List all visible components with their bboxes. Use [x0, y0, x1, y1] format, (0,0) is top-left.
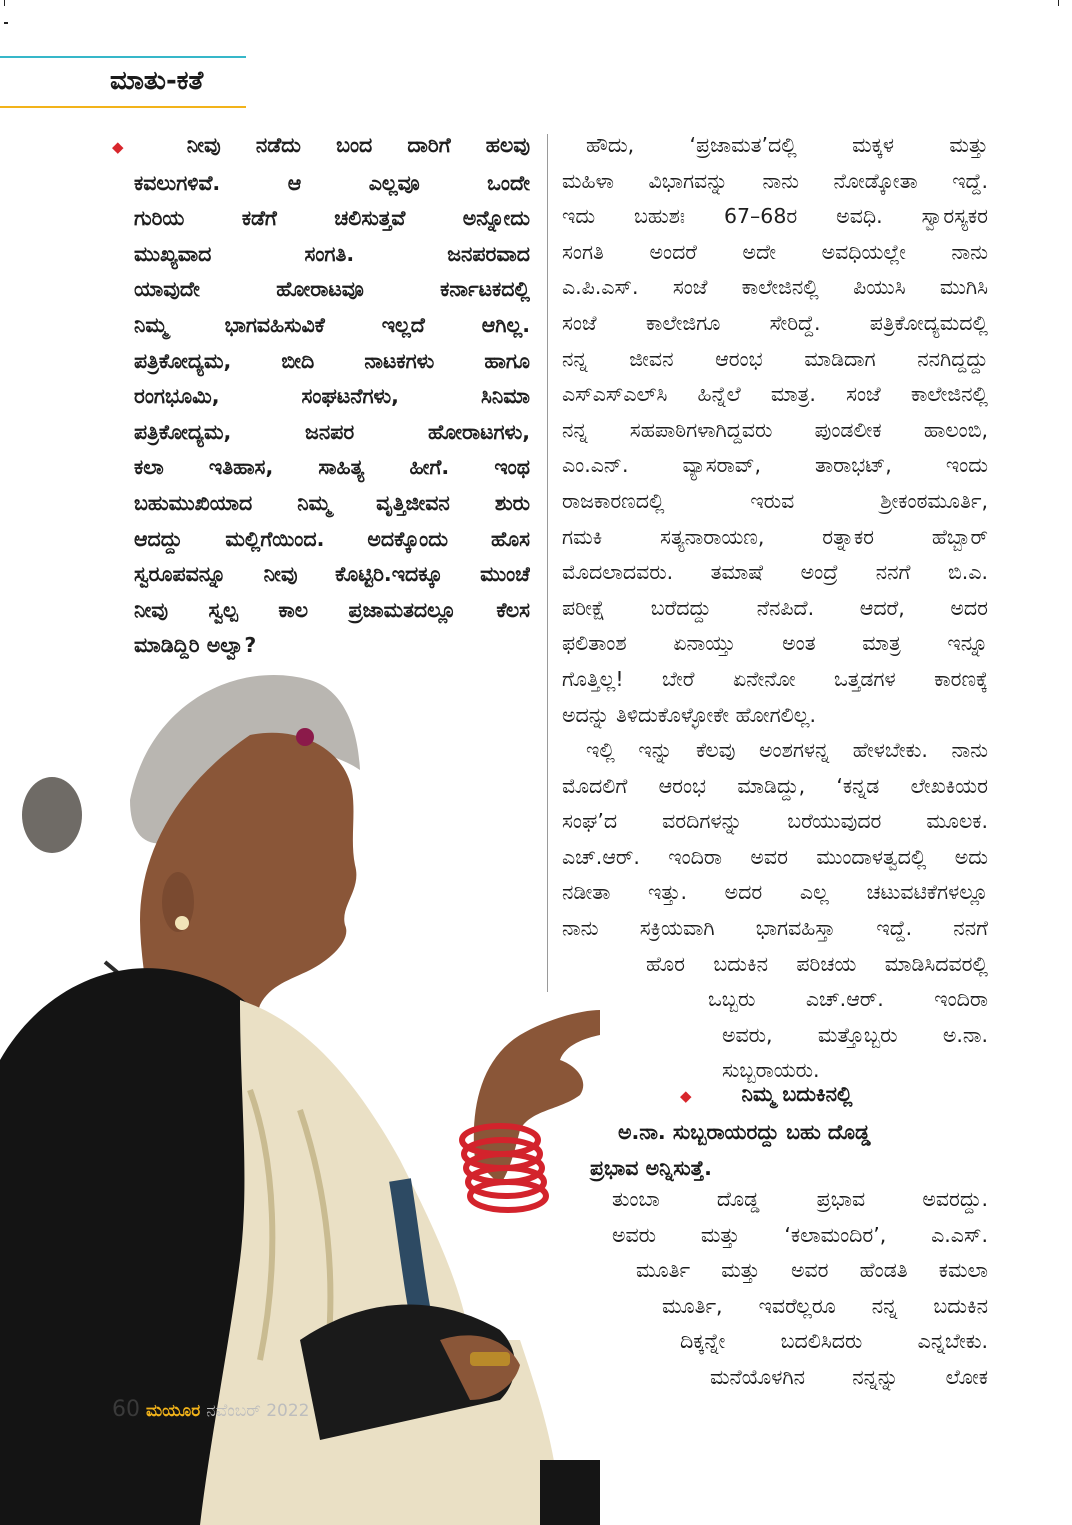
answer-line: ಹೊರ ಬದುಕಿನ ಪರಿಚಯ ಮಾಡಿಸಿದವರಲ್ಲಿ	[646, 951, 988, 976]
answer-line: ಮೊದಲಿಗೆ ಆರಂಭ ಮಾಡಿದ್ದು, ‘ಕನ್ನಡ ಲೇಖಕಿಯರ	[562, 773, 988, 798]
question-line: ಕಲಾ ಇತಿಹಾಸ, ಸಾಹಿತ್ಯ ಹೀಗೆ. ಇಂಥ	[134, 455, 530, 480]
answer-line: ಹೌದು, ‘ಪ್ರಜಾಮತ’ದಲ್ಲಿ ಮಕ್ಕಳ ಮತ್ತು	[586, 133, 988, 157]
header-rule-yellow	[0, 106, 246, 108]
page-folio	[112, 1397, 309, 1427]
issue-date: ನವೆಂಬರ್ 2022	[206, 1401, 310, 1421]
crop-mark-left	[4, 22, 8, 24]
answer-line: ನನ್ನ ಜೀವನ ಆರಂಭ ಮಾಡಿದಾಗ ನನಗಿದ್ದದ್ದು	[562, 346, 988, 371]
answer-line: ಎ.ಪಿ.ಎಸ್. ಸಂಜೆ ಕಾಲೇಜಿನಲ್ಲಿ ಪಿಯುಸಿ ಮುಗಿಸಿ	[562, 275, 988, 300]
question-line: ರಂಗಭೂಮಿ, ಸಂಘಟನೆಗಳು, ಸಿನಿಮಾ	[134, 384, 530, 409]
answer-line: ಮೂರ್ತಿ, ಇವರೆಲ್ಲರೂ ನನ್ನ ಬದುಕಿನ	[662, 1293, 988, 1318]
answer-line: ಇದು ಬಹುಶಃ 67–68ರ ಅವಧಿ. ಸ್ವಾರಸ್ಯಕರ	[562, 204, 988, 229]
answer-line: ಪರೀಕ್ಷೆ ಬರೆದದ್ದು ನೆನಪಿದೆ. ಆದರೆ, ಅದರ	[562, 595, 988, 620]
question-line: ಮುಖ್ಯವಾದ ಸಂಗತಿ. ಜನಪರವಾದ	[134, 241, 530, 266]
answer-line: ಎಂ.ಎನ್. ವ್ಯಾಸರಾವ್, ತಾರಾಭಟ್, ಇಂದು	[562, 453, 988, 478]
question-line: ಮಾಡಿದ್ದಿರಿ ಅಲ್ವಾ?	[134, 633, 257, 658]
section-title: ಮಾತು-ಕತೆ	[110, 66, 204, 96]
answer-1	[562, 128, 988, 1089]
answer-line: ಸಂಘ’ದ ವರದಿಗಳನ್ನು ಬರೆಯುವುದರ ಮೂಲಕ.	[562, 809, 988, 834]
question-line: ◆ ನಿಮ್ಮ ಬದುಕಿನಲ್ಲಿ	[680, 1082, 853, 1106]
answer-line: ಅದನ್ನು ತಿಳಿದುಕೊಳ್ಳೋಕೇ ಹೋಗಲಿಲ್ಲ.	[562, 702, 816, 727]
answer-line: ರಾಜಕಾರಣದಲ್ಲಿ ಇರುವ ಶ್ರೀಕಂಠಮೂರ್ತಿ,	[562, 488, 988, 513]
question-line: ◆ ನೀವು ನಡೆದು ಬಂದ ದಾರಿಗೆ ಹಲವು	[112, 133, 530, 157]
magazine-name: ಮಯೂರ	[146, 1401, 201, 1421]
answer-line: ಎಚ್.ಆರ್. ಇಂದಿರಾ ಅವರ ಮುಂದಾಳತ್ವದಲ್ಲಿ ಅದು	[562, 844, 988, 869]
question-line: ಯಾವುದೇ ಹೋರಾಟವೂ ಕರ್ನಾಟಕದಲ್ಲಿ	[134, 277, 530, 302]
question-line: ಅ.ನಾ. ಸುಬ್ಬರಾಯರದ್ದು ಬಹು ದೊಡ್ಡ	[618, 1120, 871, 1144]
answer-line: ನಡೀತಾ ಇತ್ತು. ಅದರ ಎಲ್ಲ ಚಟುವಟಿಕೆಗಳಲ್ಲೂ	[562, 880, 988, 905]
question-line: ಪತ್ರಿಕೋದ್ಯಮ, ಬೀದಿ ನಾಟಕಗಳು ಹಾಗೂ	[134, 348, 530, 373]
answer-line: ತುಂಬಾ ದೊಡ್ಡ ಪ್ರಭಾವ ಅವರದ್ದು.	[612, 1187, 988, 1211]
answer-line: ಮಹಿಳಾ ವಿಭಾಗವನ್ನು ನಾನು ನೋಡ್ಕೋತಾ ಇದ್ದೆ.	[562, 168, 988, 193]
answer-line: ಫಲಿತಾಂಶ ಏನಾಯ್ತು ಅಂತ ಮಾತ್ರ ಇನ್ನೂ	[562, 631, 988, 656]
crop-mark-top-left	[4, 0, 5, 6]
answer-line: ಮೊದಲಾದವರು. ತಮಾಷೆ ಅಂದ್ರೆ ನನಗೆ ಬಿ.ಎ.	[562, 560, 988, 585]
answer-line: ಎಸ್‌ಎಸ್‌ಎಲ್‌ಸಿ ಹಿನ್ನೆಲೆ ಮಾತ್ರ. ಸಂಜೆ ಕಾಲೇಜಿನಲ್ಲಿ	[562, 382, 988, 407]
question-line: ಪ್ರಭಾವ ಅನ್ನಿಸುತ್ತೆ.	[590, 1156, 712, 1180]
answer-line: ಸಂಗತಿ ಅಂದರೆ ಅದೇ ಅವಧಿಯಲ್ಲೇ ನಾನು	[562, 239, 988, 264]
answer-line: ಅವರು, ಮತ್ತೊಬ್ಬರು ಅ.ನಾ.	[722, 1022, 988, 1047]
question-1	[112, 128, 530, 664]
crop-mark-top-right	[1058, 0, 1059, 6]
bullet-diamond-icon: ◆	[680, 1087, 692, 1105]
question-line: ನೀವು ಸ್ವಲ್ಪ ಕಾಲ ಪ್ರಜಾಮತದಲ್ಲೂ ಕೆಲಸ	[134, 597, 530, 622]
answer-line: ಮನೆಯೊಳಗಿನ ನನ್ನನ್ನು ಲೋಕ	[710, 1364, 988, 1389]
interviewee-photo	[0, 640, 600, 1525]
answer-line: ಗಮಕಿ ಸತ್ಯನಾರಾಯಣ, ರತ್ನಾಕರ ಹೆಬ್ಬಾರ್	[562, 524, 988, 549]
page-number: 60	[112, 1397, 140, 1422]
answer-line: ಅವರು ಮತ್ತು ‘ಕಲಾಮಂದಿರ’, ಎ.ಎಸ್.	[612, 1222, 988, 1247]
answer-2	[600, 1182, 988, 1396]
question-line: ಗುರಿಯ ಕಡೆಗೆ ಚಲಿಸುತ್ತವೆ ಅನ್ನೋದು	[134, 206, 530, 231]
bullet-diamond-icon: ◆	[112, 138, 152, 156]
answer-line: ನನ್ನ ಸಹಪಾಠಿಗಳಾಗಿದ್ದವರು ಪುಂಡಲೀಕ ಹಾಲಂಬಿ,	[562, 417, 988, 442]
answer-line: ಇಲ್ಲಿ ಇನ್ನು ಕೆಲವು ಅಂಶಗಳನ್ನ ಹೇಳಬೇಕು. ನಾನು	[586, 738, 988, 763]
answer-line: ಸಂಜೆ ಕಾಲೇಜಿಗೂ ಸೇರಿದ್ದೆ. ಪತ್ರಿಕೋದ್ಯಮದಲ್ಲಿ	[562, 310, 988, 335]
answer-line: ನಾನು ಸಕ್ರಿಯವಾಗಿ ಭಾಗವಹಿಸ್ತಾ ಇದ್ದೆ. ನನಗೆ	[562, 916, 988, 941]
header-rule-teal	[0, 56, 246, 58]
question-line: ನಿಮ್ಮ ಭಾಗವಹಿಸುವಿಕೆ ಇಲ್ಲದೆ ಆಗಿಲ್ಲ.	[134, 312, 530, 337]
question-line: ಆದದ್ದು ಮಲ್ಲಿಗೆಯಿಂದ. ಅದಕ್ಕೊಂದು ಹೊಸ	[134, 526, 530, 551]
section-header	[0, 56, 246, 108]
answer-line: ಗೊತ್ತಿಲ್ಲ! ಬೇರೆ ಏನೇನೋ ಒತ್ತಡಗಳ ಕಾರಣಕ್ಕೆ	[562, 666, 988, 691]
answer-line: ಮೂರ್ತಿ ಮತ್ತು ಅವರ ಹೆಂಡತಿ ಕಮಲಾ	[636, 1258, 988, 1283]
question-line: ಕವಲುಗಳಿವೆ. ಆ ಎಲ್ಲವೂ ಒಂದೇ	[134, 170, 530, 195]
question-line: ಪತ್ರಿಕೋದ್ಯಮ, ಜನಪರ ಹೋರಾಟಗಳು,	[134, 419, 530, 444]
question-line: ಸ್ವರೂಪವನ್ನೂ ನೀವು ಕೊಟ್ಟಿರಿ.ಇದಕ್ಕೂ ಮುಂಚೆ	[134, 562, 530, 587]
answer-line: ಒಬ್ಬರು ಎಚ್.ಆರ್. ಇಂದಿರಾ	[708, 987, 988, 1012]
answer-line: ದಿಕ್ಕನ್ನೇ ಬದಲಿಸಿದರು ಎನ್ನಬೇಕು.	[680, 1329, 988, 1354]
question-2	[580, 1076, 990, 1186]
question-line: ಬಹುಮುಖಿಯಾದ ನಿಮ್ಮ ವೃತ್ತಿಜೀವನ ಶುರು	[134, 490, 530, 515]
answer-line: ಸುಬ್ಬರಾಯರು.	[722, 1058, 820, 1083]
